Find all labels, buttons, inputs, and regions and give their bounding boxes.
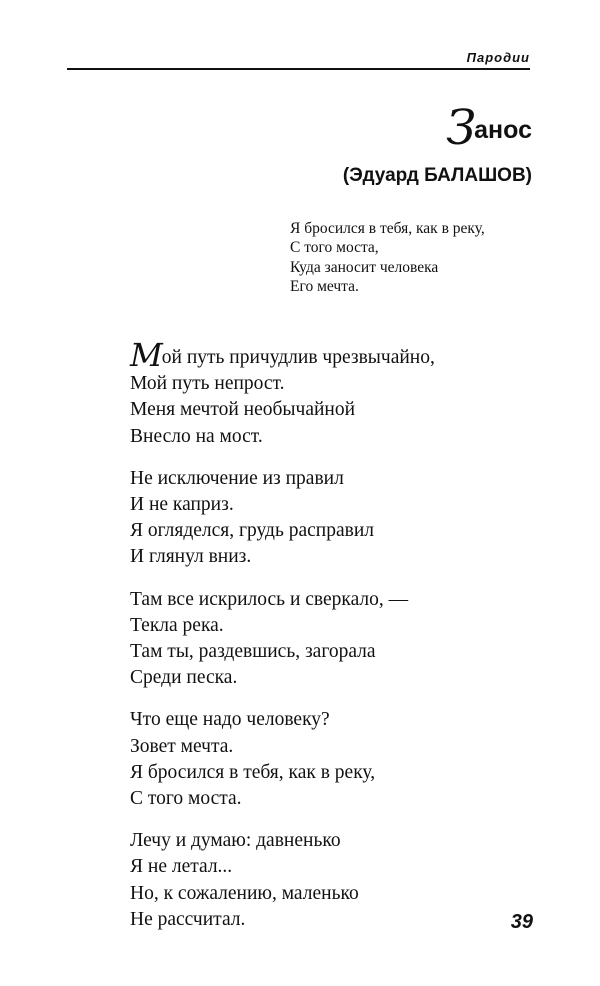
epigraph-line: С того моста, [290, 239, 379, 257]
header-rule [67, 68, 530, 70]
stanza [130, 587, 435, 692]
poem-line: Среди песка. [130, 667, 238, 689]
poem-line: Зовет мечта. [130, 735, 234, 757]
title-rest: анос [474, 116, 532, 144]
page-number: 39 [510, 911, 533, 933]
drop-cap: М [130, 336, 162, 374]
stanza [130, 336, 435, 450]
poem-line: Я огляделся, грудь расправил [130, 520, 374, 542]
poem-line: Что еще надо человеку? [130, 709, 330, 731]
title-initial: З [446, 100, 475, 156]
poem-line: И глянул вниз. [130, 546, 252, 568]
poem-line: Текла река. [130, 614, 224, 636]
poem-line: Не рассчитал. [130, 908, 246, 930]
poem-line: Внесло на мост. [130, 425, 263, 447]
poem-line: Не исключение из правил [130, 467, 344, 489]
author-line: (Эдуард БАЛАШОВ) [342, 165, 532, 186]
epigraph [290, 219, 485, 296]
poem-line: Мой путь непрост. [130, 373, 285, 395]
running-head: Пародии [466, 50, 530, 65]
poem-line: Я не летал... [130, 856, 233, 878]
epigraph-line: Я бросился в тебя, как в реку, [290, 220, 485, 237]
poem-line [130, 336, 435, 374]
poem-title [446, 100, 532, 156]
poem-body [130, 336, 435, 949]
stanza [130, 707, 435, 812]
poem-line: Там все искрилось и сверкало, — [130, 588, 409, 610]
poem-line: Меня мечтой необычайной [130, 399, 356, 421]
poem-line: Я бросился в тебя, как в реку, [130, 761, 376, 783]
stanza [130, 466, 435, 571]
poem-line: С того моста. [130, 788, 242, 810]
poem-line: Там ты, раздевшись, загорала [130, 641, 376, 663]
poem-line: Но, к сожалению, маленько [130, 882, 359, 904]
epigraph-line: Его мечта. [290, 277, 359, 295]
poem-line: Лечу и думаю: давненько [130, 830, 341, 852]
poem-line-text: ой путь причудлив чрезвычайно, [161, 347, 435, 368]
epigraph-line: Куда заносит человека [290, 258, 439, 276]
stanza [130, 828, 435, 933]
poem-line: И не каприз. [130, 494, 234, 516]
